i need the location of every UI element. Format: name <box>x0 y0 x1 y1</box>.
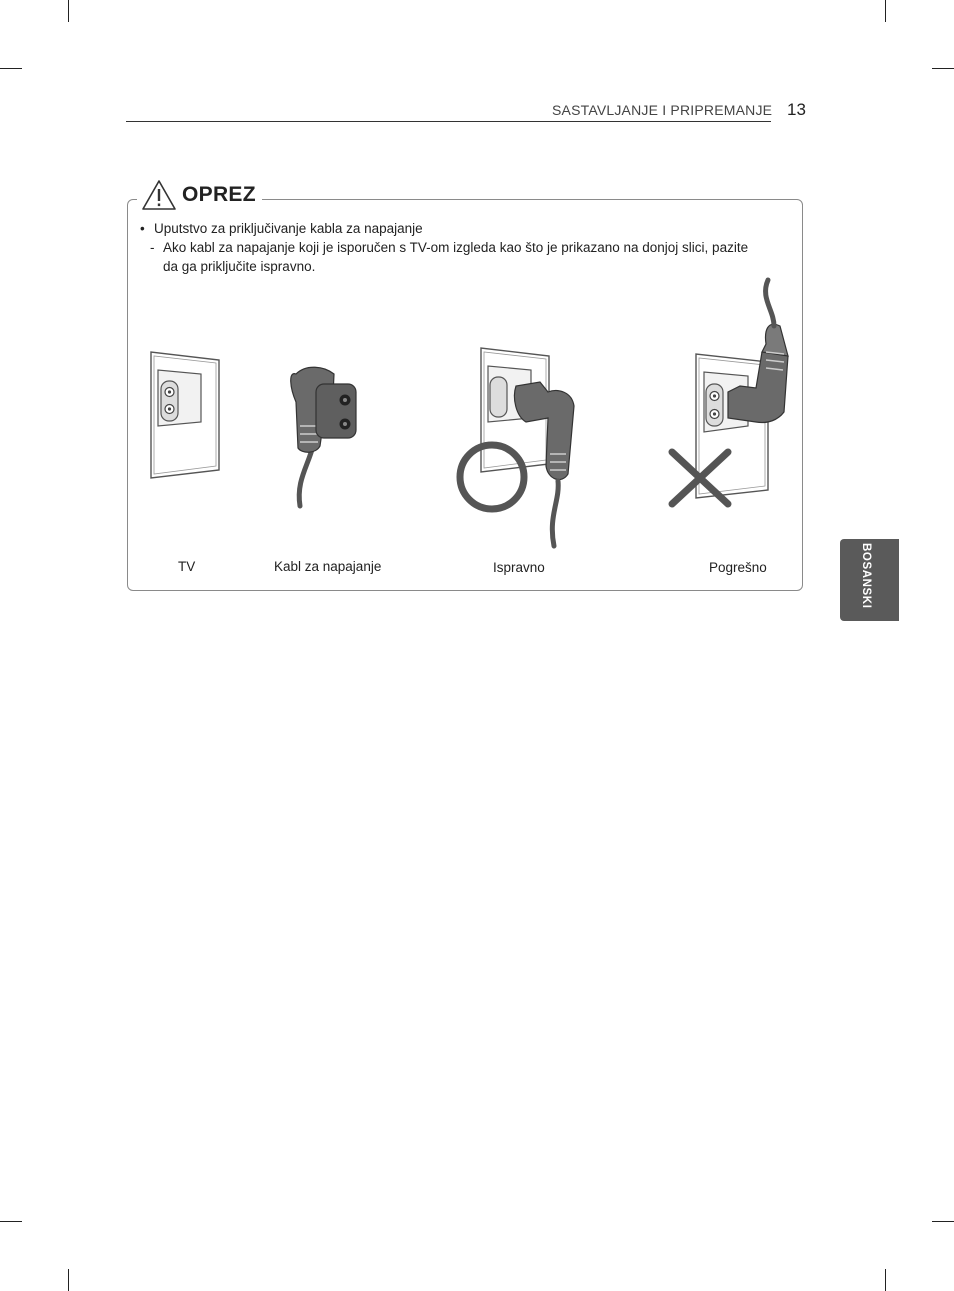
bullet-text: Uputstvo za priključivanje kabla za napajanje <box>154 221 423 236</box>
power-cable-figure <box>291 367 356 506</box>
crop-mark <box>68 0 69 22</box>
dash-text-line-1: Ako kabl za napajanje koji je isporučen s TV-om izgleda kao što je prikazano na donjoj slici, pazite <box>163 240 749 255</box>
header-rule <box>126 121 771 122</box>
label-correct: Ispravno <box>493 560 545 575</box>
correct-connection-figure <box>460 348 574 546</box>
label-power-cable: Kabl za napajanje <box>274 559 382 574</box>
power-cable-illustration <box>128 276 800 556</box>
crop-mark <box>885 1269 886 1291</box>
wrong-connection-figure <box>672 280 788 504</box>
label-tv: TV <box>178 559 196 574</box>
caution-header <box>137 175 262 215</box>
tv-socket-figure <box>151 352 219 478</box>
section-title: SASTAVLJANJE I PRIPREMANJE <box>552 102 773 118</box>
dash-text-line-2: da ga priključite ispravno. <box>163 259 316 274</box>
warning-triangle-icon <box>141 179 177 211</box>
crop-mark <box>68 1269 69 1291</box>
crop-mark <box>932 1221 954 1222</box>
crop-mark <box>932 68 954 69</box>
dash-symbol: - <box>150 240 155 255</box>
language-tab <box>840 539 899 621</box>
crop-mark <box>885 0 886 22</box>
label-wrong: Pogrešno <box>709 560 767 575</box>
language-tab-label: BOSANSKI <box>860 543 872 609</box>
crop-mark <box>0 68 22 69</box>
bullet-symbol: • <box>140 221 145 236</box>
caution-title: OPREZ <box>182 183 256 206</box>
page-number: 13 <box>787 100 806 119</box>
crop-mark <box>0 1221 22 1222</box>
